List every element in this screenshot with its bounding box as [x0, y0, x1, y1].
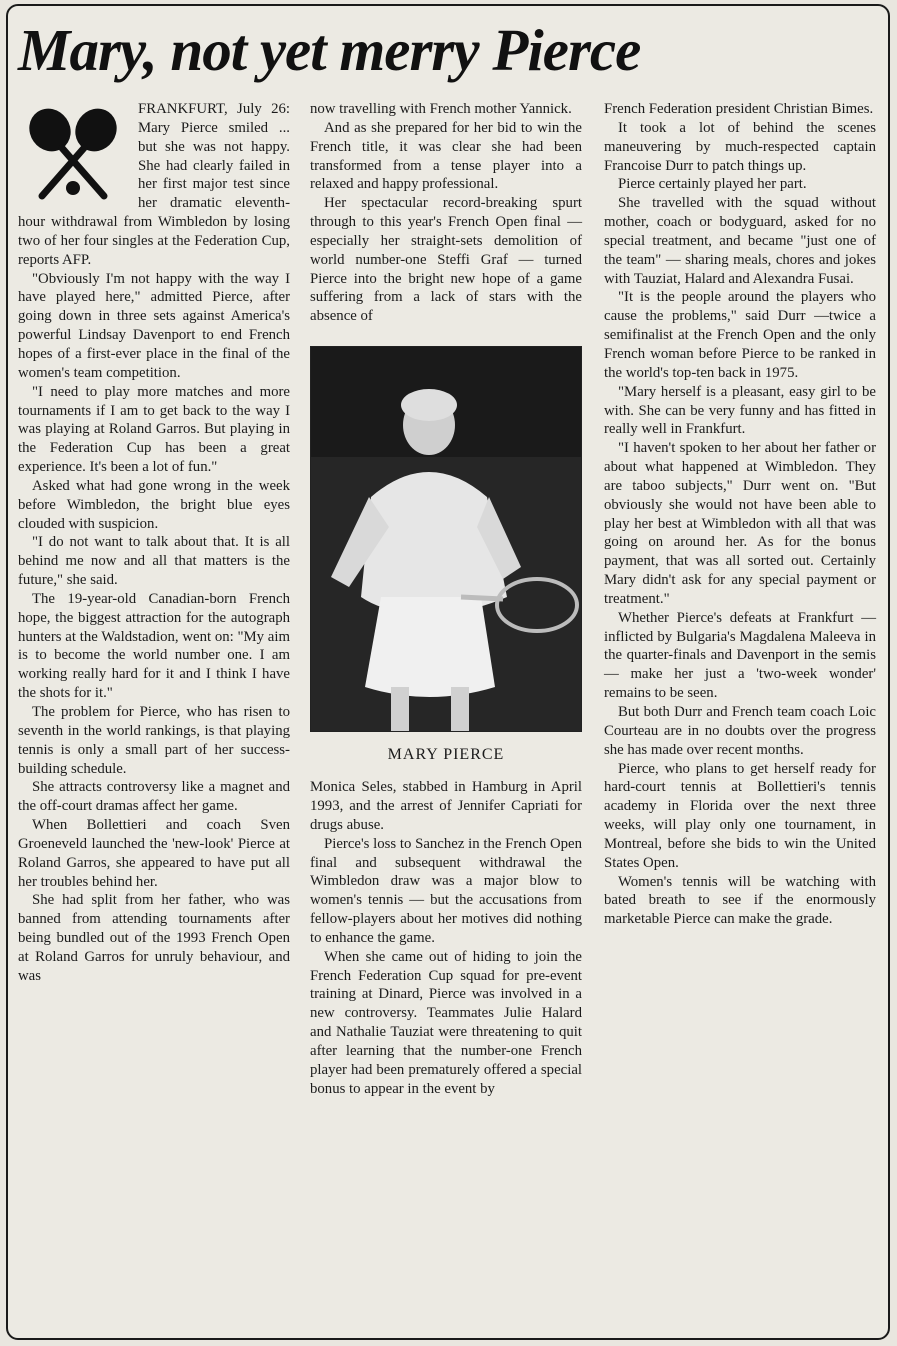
paragraph: Her spectacular record-breaking spurt through to this year's French Open final — especially her straight-sets demolition of world number-one Steffi Graf — turned Pierce into the bright new hope of a game suffering from a lack of stars with the absence of — [310, 195, 582, 325]
player-photo — [310, 346, 582, 732]
paragraph: The problem for Pierce, who has risen to seventh in the world rankings, is that playing tennis is only a small part of her success-building schedule. — [18, 704, 290, 777]
paragraph: "I do not want to talk about that. It is all behind me now and all that matters is the future," she said. — [18, 534, 290, 589]
paragraph: "I need to play more matches and more tournaments if I am to get back to the way I was playing at Roland Garros. But playing in the Federation Cup has been a great experience. It's been a lot of fun." — [18, 383, 290, 476]
paragraph: Monica Seles, stabbed in Hamburg in April 1993, and the arrest of Jennifer Capriati for drugs abuse. — [310, 779, 582, 833]
paragraph: When she came out of hiding to join the French Federation Cup squad for pre-event training at Dinard, Pierce was involved in a new controversy. Teammates Julie Halard and Nathalie Tauziat were threatening to quit after learning that the number-one French player had been prematurely offered a special bonus to appear in the event by — [310, 948, 582, 1097]
paragraph: Whether Pierce's defeats at Frankfurt — inflicted by Bulgaria's Magdalena Maleeva in the quarter-finals and Davenport in the semis — make her just a 'two-week wonder' remains to be seen. — [604, 609, 876, 702]
crossed-tennis-rackets-icon — [18, 104, 128, 202]
paragraph: "It is the people around the players who cause the problems," said Durr —twice a semifinalist at the French Open and the only French woman before Pierce to be ranked in the world's top-ten back in 1975. — [604, 289, 876, 381]
column-2 — [310, 100, 582, 1098]
paragraph: She attracts controversy like a magnet and the off-court dramas affect her game. — [18, 779, 290, 815]
headline: Mary, not yet merry Pierce — [18, 17, 641, 83]
paragraph: She travelled with the squad without mother, coach or bodyguard, asked for no special treatment, and became "just one of the team" — sharing meals, chores and jokes with Tauziat, Halard and Alexandra Fusai. — [604, 195, 876, 287]
paragraph: She had split from her father, who was banned from attending tournaments after being bundled out of the 1993 French Open at Roland Garros for unruly behaviour, and was — [18, 892, 290, 984]
photo-block — [310, 346, 582, 778]
paragraph: "Mary herself is a pleasant, easy girl to be with. She can be very funny and has fitted in really well in Frankfurt. — [604, 383, 876, 438]
paragraph: Women's tennis will be watching with bated breath to see if the enormously marketable Pierce can make the grade. — [604, 873, 876, 928]
column-3 — [604, 100, 876, 929]
article-frame — [6, 4, 890, 1340]
paragraph: Pierce certainly played her part. — [618, 176, 807, 193]
paragraph: Pierce's loss to Sanchez in the French Open final and subsequent withdrawal the Wimbledon draw was a major blow to women's tennis — but the accusations from fellow-players about her motives did nothing to enhance the game. — [310, 835, 582, 946]
column-1-body — [18, 100, 290, 986]
paragraph: French Federation president Christian Bimes. — [604, 101, 874, 117]
paragraph: Pierce, who plans to get herself ready for hard-court tennis at Bollettieri's tennis academy in Florida over the next three weeks, will play only one tournament, in Montreal, before she bids to win the United States Open. — [604, 760, 876, 871]
paragraph: But both Durr and French team coach Loic Courteau are in no doubts over the progress she has made over recent months. — [604, 704, 876, 758]
photo-caption: MARY PIERCE — [387, 746, 505, 764]
paragraph: "Obviously I'm not happy with the way I have played here," admitted Pierce, after going down in three sets against America's powerful Lindsay Davenport to end French hopes of a first-ever place in the final of the women's team competition. — [18, 270, 290, 381]
paragraph: The 19-year-old Canadian-born French hope, the biggest attraction for the autograph hunters at the Waldstadion, went on: "My aim is to become the world number one. I am working really hard for it and I think I have the shots for it." — [18, 590, 290, 702]
paragraph: It took a lot of behind the scenes maneuvering by much-respected captain Francoise Durr to patch things up. — [604, 119, 876, 174]
paragraph: now travelling with French mother Yannick. — [310, 101, 572, 117]
column-2-bottom — [310, 778, 582, 1098]
paragraph: And as she prepared for her bid to win the French title, it was clear she had been transformed from a tense player into a relaxed and happy professional. — [310, 119, 582, 193]
paragraph: "I haven't spoken to her about her father or about what happened at Wimbledon. They are taboo subjects," Durr went on. "But obviously she would not have been able to play her best at Wimbledon with all that was going on around her. As for the bonus payment, that was all sorted out. Certainly Mary didn't ask for any special payment or treatment." — [604, 440, 876, 607]
column-3-body — [604, 100, 876, 929]
paragraph: When Bollettieri and coach Sven Groeneveld launched the 'new-look' Pierce at Roland Garros, she appeared to have put all her troubles behind her. — [18, 817, 290, 890]
paragraph: Asked what had gone wrong in the week before Wimbledon, the bright blue eyes clouded with suspicion. — [18, 477, 290, 532]
column-2-top — [310, 100, 582, 326]
paragraph: FRANKFURT, July 26: Mary Pierce smiled ... but she was not happy. She had clearly failed in her first major test since her dramatic eleventh-hour withdrawal from Wimbledon by losing two of her four singles at the Federation Cup, reports AFP. — [18, 101, 290, 268]
column-1 — [18, 100, 290, 986]
